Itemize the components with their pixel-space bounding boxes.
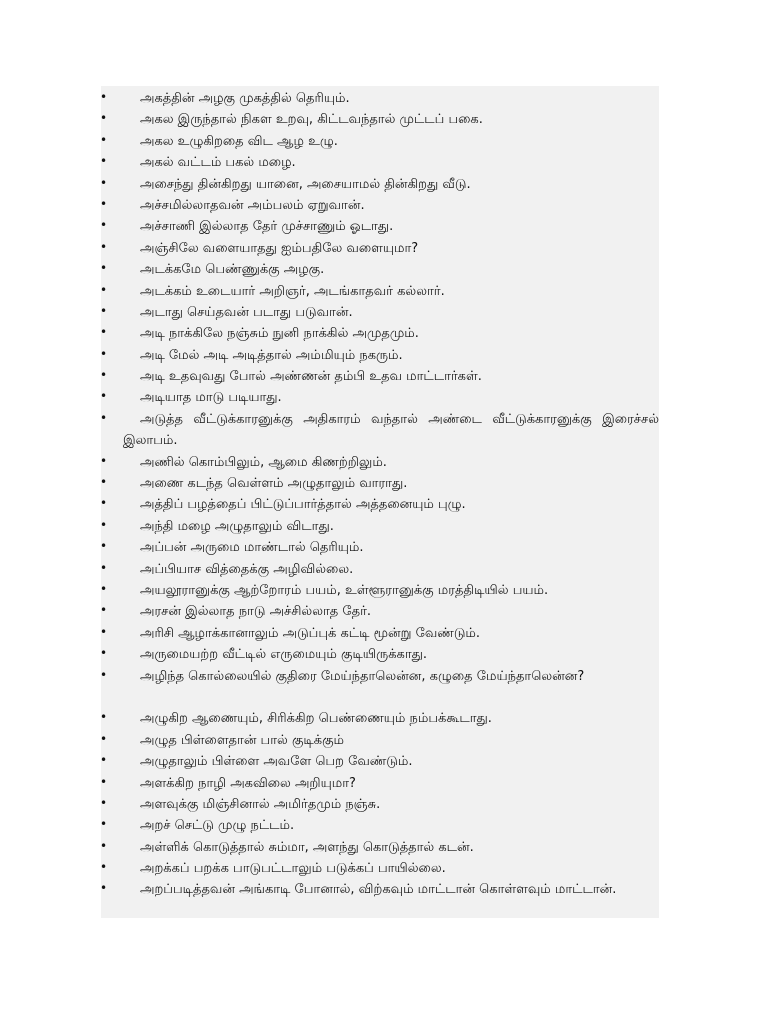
bullet-marker: • <box>100 218 108 233</box>
list-item <box>0 385 768 406</box>
proverb-text: அணில் கொம்பிலும், ஆமை கிணற்றிலும். <box>140 454 387 470</box>
bullet-marker: • <box>100 774 108 789</box>
bullet-marker: • <box>100 496 108 511</box>
list-item <box>0 129 768 150</box>
list-item <box>0 364 768 385</box>
bullet-marker: • <box>100 753 108 768</box>
list-item <box>0 835 768 856</box>
list-item <box>0 150 768 171</box>
list-item <box>0 771 768 792</box>
bullet-marker: • <box>100 560 108 575</box>
bullet-marker: • <box>100 860 108 875</box>
proverb-text: அழுதாலும் பிள்ளை அவளே பெற வேண்டும். <box>140 754 413 770</box>
bullet-marker: • <box>100 582 108 596</box>
proverb-text: அகல் வட்டம் பகல் மழை. <box>140 155 296 171</box>
list-item <box>0 621 768 642</box>
proverb-text: அப்பன் அருமை மாண்டால் தெரியும். <box>140 540 364 556</box>
bullet-marker: • <box>100 731 108 746</box>
list-item <box>0 856 768 877</box>
bullet-marker: • <box>100 132 108 147</box>
proverb-text: அறப்படித்தவன் அங்காடி போனால், விற்கவும் மாட்டான் கொள்ளவும் மாட்டான். <box>140 882 617 898</box>
proverb-list <box>0 86 768 920</box>
proverb-text: அடி நாக்கிலே நஞ்சும் நுனி நாக்கில் அமுதமும். <box>140 326 419 342</box>
proverb-text: அகல இருந்தால் நிகள உறவு, கிட்டவந்தால் முட்டப் பகை. <box>140 112 483 128</box>
proverb-text: அடியாத மாடு படியாது. <box>140 390 282 406</box>
proverb-text: அளவுக்கு மிஞ்சினால் அமிர்தமும் நஞ்சு. <box>140 796 381 812</box>
bullet-marker: • <box>100 475 108 490</box>
list-item <box>0 578 768 599</box>
list-item <box>0 877 768 920</box>
proverb-text: அச்சமில்லாதவன் அம்பலம் ஏறுவான். <box>140 197 365 213</box>
bullet-marker: • <box>100 624 108 639</box>
bullet-marker: • <box>100 710 108 725</box>
list-item <box>0 599 768 620</box>
bullet-marker: • <box>100 881 108 896</box>
bullet-marker: • <box>100 111 108 126</box>
bullet-marker: • <box>100 517 108 532</box>
bullet-marker: • <box>100 646 108 661</box>
proverb-text: அடாது செய்தவன் படாது படுவான். <box>140 304 353 320</box>
proverb-text: அடக்கம் உடையார் அறிஞர், அடங்காதவர் கல்லார். <box>140 283 445 299</box>
list-item <box>0 172 768 193</box>
bullet-marker: • <box>100 453 108 468</box>
list-item <box>0 450 768 471</box>
list-item <box>0 728 768 749</box>
list-item <box>0 343 768 364</box>
list-item <box>0 321 768 342</box>
list-item <box>0 492 768 513</box>
list-item <box>0 792 768 813</box>
bullet-marker: • <box>100 389 108 404</box>
bullet-marker: • <box>100 368 108 383</box>
proverb-text: அஞ்சிலே வளையாதது ஐம்பதிலே வளையுமா? <box>140 240 419 256</box>
list-item <box>0 214 768 235</box>
bullet-marker: • <box>100 539 108 554</box>
proverb-text: அப்பியாச வித்தைக்கு அழிவில்லை. <box>140 561 354 577</box>
list-item <box>0 813 768 834</box>
list-item <box>0 193 768 214</box>
bullet-marker: • <box>100 325 108 340</box>
bullet-marker: • <box>100 282 108 297</box>
proverb-text: அழிந்த கொல்லையில் குதிரை மேய்ந்தாலென்ன, கழுதை மேய்ந்தாலென்ன? <box>140 668 585 684</box>
bullet-marker: • <box>100 603 108 618</box>
proverb-text: அடக்கமே பெண்ணுக்கு அழகு. <box>140 262 325 278</box>
bullet-marker: • <box>100 795 108 810</box>
proverb-text: அடி மேல் அடி அடித்தால் அம்மியும் நகரும். <box>140 347 403 363</box>
proverb-text: அணை கடந்த வெள்ளம் அழுதாலும் வாராது. <box>140 476 408 492</box>
proverb-text: அளக்கிற நாழி அகவிலை அறியுமா? <box>140 775 356 791</box>
list-item <box>0 514 768 535</box>
bullet-marker: • <box>100 196 108 211</box>
list-item <box>0 471 768 492</box>
bullet-marker: • <box>100 838 108 853</box>
proverb-text: அகத்தின் அழகு முகத்தில் தெரியும். <box>140 91 350 106</box>
list-item <box>0 664 768 707</box>
bullet-marker: • <box>100 303 108 318</box>
list-item <box>0 279 768 300</box>
list-item <box>0 749 768 770</box>
proverb-text: அத்திப் பழத்தைப் பிட்டுப்பார்த்தால் அத்தனையும் புழு. <box>140 497 466 513</box>
proverb-text: அள்ளிக் கொடுத்தால் சும்மா, அளந்து கொடுத்தால் கடன். <box>140 839 474 855</box>
bullet-marker: • <box>100 817 108 832</box>
bullet-marker: • <box>100 239 108 254</box>
bullet-marker: • <box>100 175 108 190</box>
proverb-text: அழுகிற ஆணையும், சிரிக்கிற பெண்ணையும் நம்பக்கூடாது. <box>140 711 492 727</box>
proverb-text: அரசன் இல்லாத நாடு அச்சில்லாத தேர். <box>140 604 372 620</box>
proverb-text: அழுத பிள்ளைதான் பால் குடிக்கும் <box>140 732 345 748</box>
bullet-marker: • <box>100 667 108 682</box>
bullet-marker: • <box>100 261 108 276</box>
proverb-text: அந்தி மழை அழுதாலும் விடாது. <box>140 518 334 534</box>
list-item <box>0 642 768 663</box>
list-item <box>0 86 768 107</box>
bullet-marker: • <box>100 90 108 104</box>
proverb-text: அடுத்த வீட்டுக்காரனுக்கு அதிகாரம் வந்தால் அண்டை வீட்டுக்காரனுக்கு இரைச்சல் இலாபம். <box>123 411 659 449</box>
list-item <box>0 107 768 128</box>
proverb-text: அயலூரானுக்கு ஆற்றோரம் பயம், உள்ளூரானுக்கு மரத்திடியில் பயம். <box>140 583 549 598</box>
bullet-marker: • <box>100 410 108 425</box>
list-item <box>0 557 768 578</box>
list-item <box>0 257 768 278</box>
list-item <box>0 300 768 321</box>
list-item <box>0 535 768 556</box>
proverb-text: அறச் செட்டு முழு நட்டம். <box>140 818 295 834</box>
proverb-text: அருமையற்ற வீட்டில் எருமையும் குடியிருக்காது. <box>140 647 428 663</box>
proverb-text: அச்சாணி இல்லாத தேர் முச்சாணும் ஓடாது. <box>140 219 394 235</box>
proverb-text: அரிசி ஆழாக்கானாலும் அடுப்புக் கட்டி மூன்று வேண்டும். <box>140 625 481 641</box>
bullet-marker: • <box>100 346 108 361</box>
list-item <box>0 407 768 450</box>
list-item <box>0 706 768 727</box>
proverb-text: அறக்கப் பறக்க பாடுபட்டாலும் படுக்கப் பாயில்லை. <box>140 861 446 877</box>
list-item <box>0 236 768 257</box>
proverb-text: அகல உழுகிறதை விட ஆழ உழு. <box>140 133 338 149</box>
proverb-text: அசைந்து தின்கிறது யானை, அசையாமல் தின்கிறது வீடு. <box>140 176 471 192</box>
proverb-text: அடி உதவுவது போல் அண்ணன் தம்பி உதவ மாட்டார்கள். <box>140 369 482 385</box>
bullet-marker: • <box>100 154 108 169</box>
